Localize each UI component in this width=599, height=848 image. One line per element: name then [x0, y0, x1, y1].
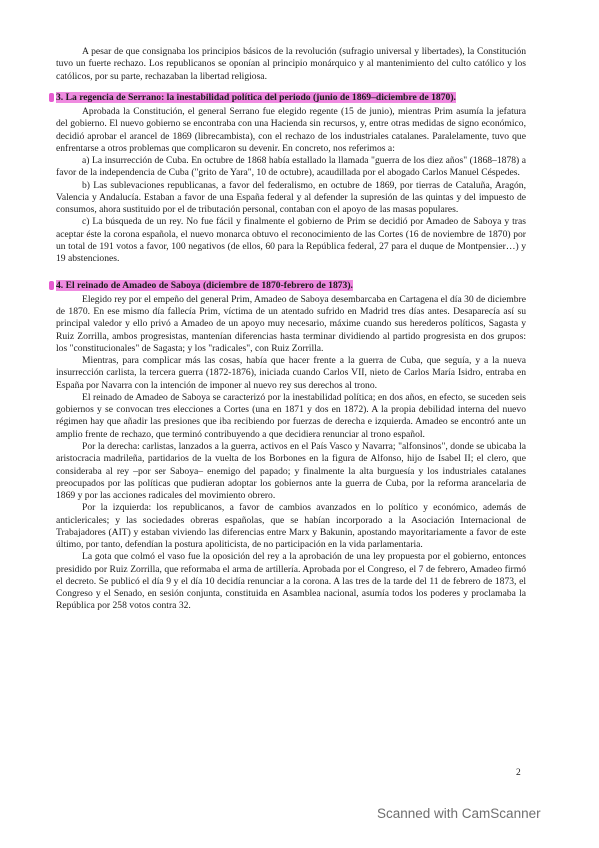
pink-marker: [49, 281, 54, 290]
section-4-derecha: Por la derecha: carlistas, lanzados a la guerra, activos en el País Vasco y Navarra; "alfonsinos", donde se ubicaba la aristocracia madrileña, partidarios de la vuelta de los Borbones en la figura de Alfonso, hijo de Isabel II; el clero, que consideraba al rey –por ser Saboya– enemigo del papado; y finalmente la alta burguesía y los industriales catalanes preocupados por las políticas que pudieran adoptar los gobiernos ante la guerra de Cuba, por la reforma arancelaria de 1869 y por las acciones radicales del movimiento obrero.: [56, 440, 526, 502]
scanner-watermark: Scanned with CamScanner: [377, 806, 541, 821]
section-4-paragraph-3: El reinado de Amadeo de Saboya se caracterizó por la inestabilidad política; en dos años, en efecto, se suceden seis gobiernos y se convocan tres elecciones a Cortes (una en 1871 y dos en 1872). A la propia debilidad interna del nuevo régimen hay que añadir las presiones que iba recibiendo por fuerzas de derecha e izquierda. Amadeo se encontró ante un amplio frente de rechazo, que terminó contribuyendo a que decidiera renunciar al trono español.: [56, 391, 526, 440]
section-3-title: 3. La regencia de Serrano: la inestabilidad política del periodo (junio de 1869–diciembre de 1870).: [56, 91, 456, 103]
section-3-paragraph: Aprobada la Constitución, el general Serrano fue elegido regente (15 de junio), mientras Prim asumía la jefatura del gobierno. El nuevo gobierno se encontraba con una Hacienda sin recursos, y, entre otras medidas de signo económico, decidió aprobar el arancel de 1869 (librecambista), con el rechazo de los industriales catalanes. Paralelamente, tuvo que enfrentarse a otros problemas que complicaron su devenir. En concreto, nos referimos a:: [56, 106, 526, 154]
section-4-heading: [56, 280, 526, 292]
item-b-republicanas: b) Las sublevaciones republicanas, a favor del federalismo, en octubre de 1869, por tierras de Cataluña, Aragón, Valencia y Andalucía. Estaban a favor de una España federal y al defender la supresión de las quintas y del impuesto de consumos, ahora sustituido por el de tributación personal, contaban con el apoyo de las masas populares.: [56, 179, 526, 216]
item-a-cuba: a) La insurrección de Cuba. En octubre de 1868 había estallado la llamada "guerra de los diez años" (1868–1878) a favor de la independencia de Cuba ("grito de Yara", 10 de octubre), acaudillada por el abogado Carlos Manuel Céspedes.: [56, 155, 526, 179]
page-number: 2: [516, 768, 521, 778]
section-4-title: 4. El reinado de Amadeo de Saboya (diciembre de 1870-febrero de 1873).: [56, 279, 353, 291]
document-page: [56, 46, 526, 613]
pink-marker: [49, 93, 54, 102]
section-3-heading: [56, 92, 526, 104]
section-4-izquierda: Por la izquierda: los republicanos, a favor de cambios avanzados en lo político y económico, además de anticlericales; y las sociedades obreras españolas, que se habían incorporado a la Asociación Internacional de Trabajadores (AIT) y estaban viviendo las diferencias entre Marx y Bakunin, apostando mayoritariamente a favor de este último, por tanto, defendían la postura apoliticista, de no participación en la vida parlamentaria.: [56, 502, 526, 551]
section-4-paragraph-6: La gota que colmó el vaso fue la oposición del rey a la aprobación de una ley propuesta por el gobierno, entonces presidido por Ruiz Zorrilla, que reformaba el arma de artillería. Aprobada por el Congreso, el 7 de febrero, Amadeo firmó el decreto. Se publicó el día 9 y el día 10 decidía renunciar a la corona. A las tres de la tarde del 11 de febrero de 1873, el Congreso y el Senado, en sesión conjunta, constituida en Asamblea nacional, asumía todos los poderes y proclamaba la República por 258 votos contra 32.: [56, 551, 526, 612]
section-4-paragraph-1: Elegido rey por el empeño del general Prim, Amadeo de Saboya desembarcaba en Cartagena el día 30 de diciembre de 1870. En ese mismo día fallecía Prim, víctima de un atentado sufrido en Madrid tres días antes. Desaparecía así su principal valedor y ello privó a Amadeo de un apoyo muy necesario, máxime cuando sus herederos políticos, Sagasta y Ruiz Zorrilla, ambos progresistas, mantenían diferencias hasta terminar dividiendo al partido progresista en dos grupos: los "constitucionales" de Sagasta; y los "radicales", con Ruiz Zorrilla.: [56, 293, 526, 354]
item-c-rey: c) La búsqueda de un rey. No fue fácil y finalmente el gobierno de Prim se decidió por Amadeo de Saboya y tras aceptar éste la corona española, el nuevo monarca obtuvo el reconocimiento de las Cortes (16 de noviembre de 1870) por un total de 191 votos a favor, 100 negativos (de ellos, 60 para la República federal, 27 para el duque de Montpensier…) y 19 abstenciones.: [56, 216, 526, 265]
section-4-paragraph-2: Mientras, para complicar más las cosas, había que hacer frente a la guerra de Cuba, que seguía, y a la nueva insurrección carlista, la tercera guerra (1872-1876), iniciada cuando Carlos VII, nieto de Carlos María Isidro, entraba en España por Navarra con la intención de imponer al nuevo rey sus derechos al trono.: [56, 355, 526, 391]
intro-paragraph: A pesar de que consignaba los principios básicos de la revolución (sufragio universal y libertades), la Constitución tuvo un fuerte rechazo. Los republicanos se oponían al principio monárquico y al mantenimiento del culto católico y los católicos, por su parte, rechazaban la libertad religiosa.: [56, 46, 526, 82]
